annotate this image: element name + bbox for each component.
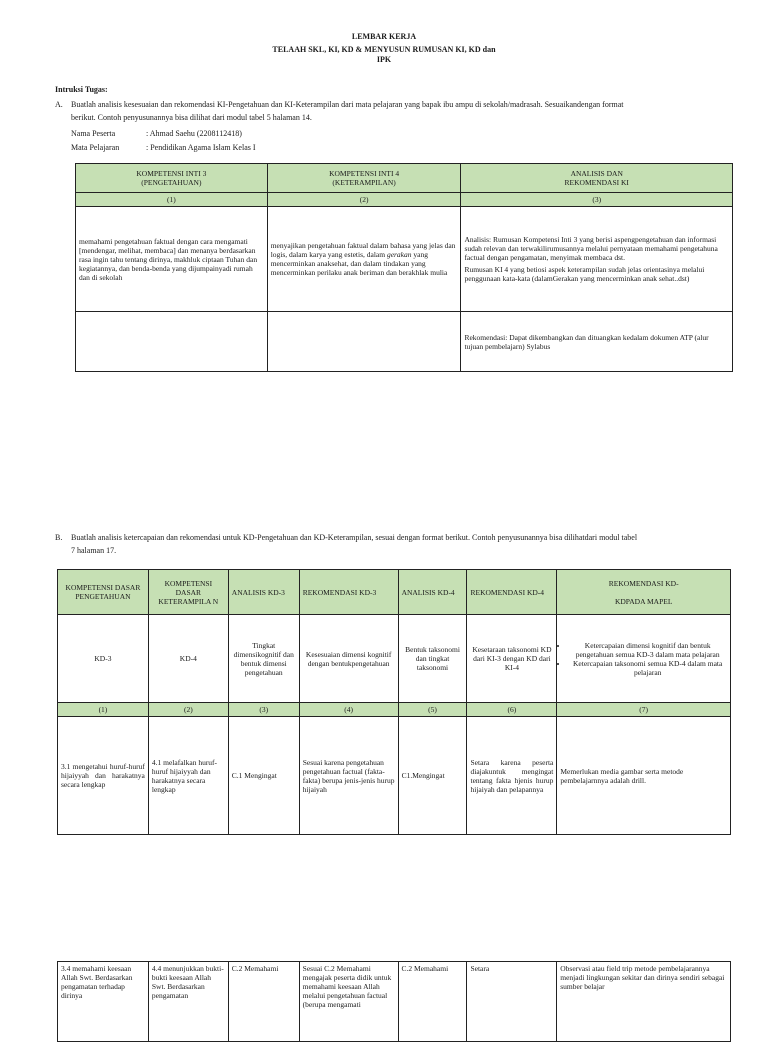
header-analisis-kd4: ANALISIS KD-4	[398, 570, 467, 615]
kd-analysis-table	[57, 569, 731, 835]
section-b-line1: Buatlah analisis ketercapaian dan rekomendasi untuk KD-Pengetahuan dan KD-Keterampilan, sesuai dengan format berikut. Contoh penyusunannya bisa dilihatdari modul tabel	[71, 533, 638, 542]
doc-title-line2: TELAAH SKL, KI, KD & MENYUSUN RUMUSAN KI, KD dan	[272, 45, 496, 54]
kd3-label: KD-3	[58, 615, 149, 703]
mapel-recommendation-criteria	[557, 615, 731, 703]
criteria-bullet: • Ketercapaian taksonomi semua KD-4 dalam mata pelajaran	[568, 659, 727, 677]
kd3-recommendation-criteria: Kesesuaian dimensi kognitif dengan bentukpengetahuan	[299, 615, 398, 703]
header-ki4: KOMPETENSI INTI 4 (KETERAMPILAN)	[267, 164, 461, 193]
kd4-4-analysis: C.2 Memahami	[398, 962, 467, 1042]
kd3-4-analysis: C.2 Memahami	[228, 962, 299, 1042]
kd3-1-analysis: C.1 Mengingat	[228, 717, 299, 835]
kd-analysis-table-continued	[57, 961, 731, 1042]
section-a-marker: A.	[55, 100, 63, 109]
name-label: Nama Peserta	[71, 129, 116, 138]
kd4-analysis-criteria: Bentuk taksonomi dan tingkat taksonomi	[398, 615, 467, 703]
ki-analysis-text: Analisis: Rumusan Kompetensi Inti 3 yang berisi aspengpengetahuan dan informasi sudah relevan dan terwakilirumusannya melalui pernyataan memahami pengetahuna factual dengan pengamatan, menyimak membaca dst. Rumusan KI 4 yang betiosi aspek keterampilan sudah jelas orientasinya melalui penggunaan kata-kata (dalamGerakan yang mencerminkan anak sehat..dst)	[461, 207, 733, 312]
mapel-4-recommendation: Observasi atau field trip metode pembelajarannya menjadi lingkungan sekitar dan dirinya sendiri sebagai sumber belajar	[557, 962, 731, 1042]
ki-recommendation-text: Rekomendasi: Dapat dikembangkan dan dituangkan kedalam dokumen ATP (alur tujuan pembelajarn) Sylabus	[461, 312, 733, 372]
col-number: (1)	[58, 703, 149, 717]
kd4-1-analysis: C1.Mengingat	[398, 717, 467, 835]
header-ki3: KOMPETENSI INTI 3 (PENGETAHUAN)	[76, 164, 268, 193]
header-rekomendasi-kd4: REKOMENDASI KD-4	[467, 570, 557, 615]
col-number: (2)	[148, 703, 228, 717]
kd3-1-recommendation: Sesuai karena pengetahuan pengetahuan factual (fakta-fakta) berupa jenis-jenis hurup hijaiyah	[299, 717, 398, 835]
kd4-4-text: 4.4 menunjukkan bukti-bukti keesaan Allah Swt. Berdasarkan pengamatan	[148, 962, 228, 1042]
kd3-4-recommendation: Sesuai C.2 Memahami mengajak peserta didik untuk memahami keesaan Allah melalui pengetahuan factual (berupa mengamati	[299, 962, 398, 1042]
col-number: (6)	[467, 703, 557, 717]
col-number: (3)	[228, 703, 299, 717]
name-value: : Ahmad Saehu (2208112418)	[146, 129, 242, 138]
kd4-4-recommendation: Setara	[467, 962, 557, 1042]
col-number: (3)	[461, 193, 733, 207]
subject-value: : Pendidikan Agama Islam Kelas I	[146, 143, 256, 152]
kd4-label: KD-4	[148, 615, 228, 703]
kd3-1-text: 3.1 mengetahui huruf-huruf hijaiyyah dan harakatnya secara lengkap	[58, 717, 149, 835]
col-number: (7)	[557, 703, 731, 717]
section-a-line1: Buatlah analisis kesesuaian dan rekomendasi KI-Pengetahuan dan KI-Keterampilan dari mata pelajaran yang bapak ibu ampu di sekolah/madrasah. Sesuaikandengan format	[71, 100, 624, 109]
col-number: (1)	[76, 193, 268, 207]
mapel-1-recommendation: Memerlukan media gambar serta metode pembelajarnnya adalah drill.	[557, 717, 731, 835]
empty-cell	[76, 312, 268, 372]
kd4-recommendation-criteria: Kesetaraan taksonomi KD dari KI-3 dengan KD dari KI-4	[467, 615, 557, 703]
doc-title-line3: IPK	[376, 55, 392, 64]
ki-analysis-table	[75, 163, 733, 372]
kd4-1-recommendation: Setara karena peserta diajakuntuk mengingat tentang fakta hjenis hurup hijaiyah dan pelapannya	[467, 717, 557, 835]
header-kd-keterampilan: KOMPETENSI DASAR KETERAMPILA N	[148, 570, 228, 615]
kd4-1-text: 4.1 melafalkan huruf-huruf hijaiyyah dan harakatnya secara lengkap	[148, 717, 228, 835]
ki3-text: memahami pengetahuan faktual dengan cara mengamati [mendengar, melihat, membaca] dan menanya berdasarkan rasa ingin tahu tentang dirinya, makhluk ciptaan Tuhan dan kegiatannya, dan benda-benda yang dijumpainyadi rumah dan di sekolah	[76, 207, 268, 312]
header-rekomendasi-mapel: REKOMENDASI KD- KDPADA MAPEL	[557, 570, 731, 615]
col-number: (4)	[299, 703, 398, 717]
col-number: (5)	[398, 703, 467, 717]
section-b-marker: B.	[55, 533, 63, 542]
section-a-line2: berikut. Contoh penyusunannya bisa dilihat dari modul tabel 5 halaman 14.	[71, 113, 312, 122]
header-analisis-kd3: ANALISIS KD-3	[228, 570, 299, 615]
doc-title-line1: LEMBAR KERJA	[351, 32, 417, 41]
instructions-heading: Intruksi Tugas:	[55, 85, 108, 94]
header-kd-pengetahuan: KOMPETENSI DASAR PENGETAHUAN	[58, 570, 149, 615]
kd3-4-text: 3.4 memahami keesaan Allah Swt. Berdasarkan pengamatan terhadap dirinya	[58, 962, 149, 1042]
ki4-text: menyajikan pengetahuan faktual dalam bahasa yang jelas dan logis, dalam karya yang estetis, dalam gerakan yang mencerminkan anaksehat, dan dalam tindakan yang mencerminkan perilaku anak beriman dan berakhlak mulia	[267, 207, 461, 312]
header-analisis-ki: ANALISIS DAN REKOMENDASI KI	[461, 164, 733, 193]
empty-cell	[267, 312, 461, 372]
col-number: (2)	[267, 193, 461, 207]
section-b-line2: 7 halaman 17.	[71, 546, 117, 555]
subject-label: Mata Pelajaran	[71, 143, 120, 152]
header-rekomendasi-kd3: REKOMENDASI KD-3	[299, 570, 398, 615]
kd3-analysis-criteria: Tingkat dimensikognitif dan bentuk dimensi pengetahuan	[228, 615, 299, 703]
criteria-bullet: • Ketercapaian dimensi kognitif dan bentuk pengetahuan semua KD-3 dalam mata pelajaran	[568, 641, 727, 659]
